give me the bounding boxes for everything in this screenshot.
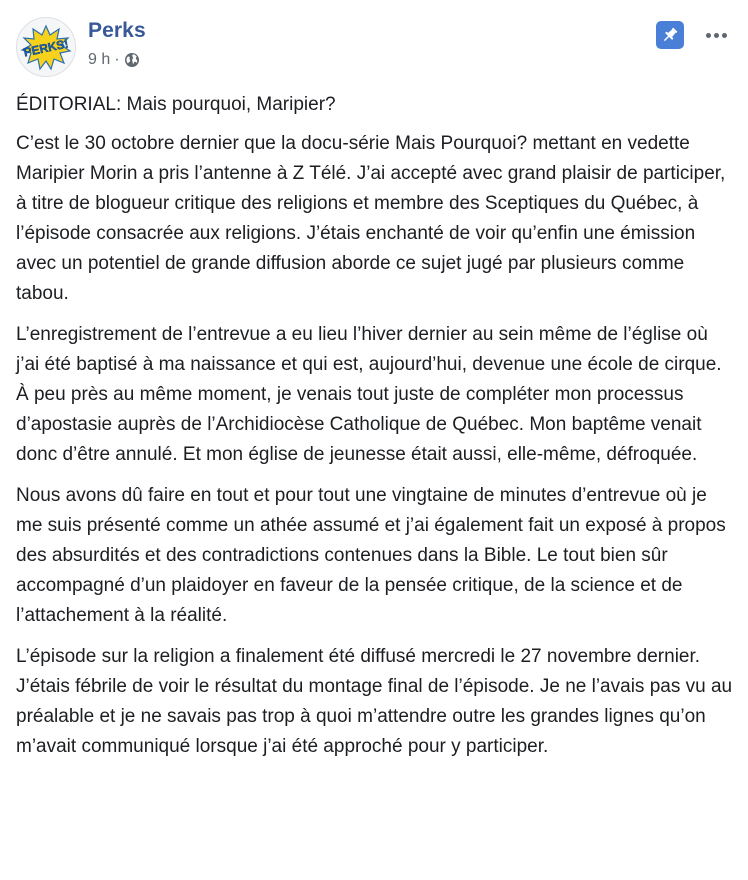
- post-body: [16, 90, 736, 773]
- post-paragraph: L’épisode sur la religion a finalement été diffusé mercredi le 27 novembre dernier. J’étais fébrile de voir le résultat du montage final de l’épisode. Je ne l’avais pas vu au préalable et je ne savais pas trop à quoi m’attendre outre les grandes lignes qu’on m’avait communiqué lorsque j’ai été approché pour y participer.: [16, 646, 733, 757]
- pin-icon: [660, 25, 680, 45]
- page-name-link[interactable]: Perks: [88, 19, 146, 42]
- avatar-text: PERKS!: [22, 36, 70, 60]
- post-header: [16, 17, 732, 77]
- pin-button[interactable]: [656, 21, 684, 49]
- globe-icon[interactable]: [124, 52, 140, 68]
- more-options-icon[interactable]: [700, 21, 732, 49]
- post-paragraph: C’est le 30 octobre dernier que la docu-série Mais Pourquoi? mettant en vedette Maripier Morin a pris l’antenne à Z Télé. J’ai accepté avec grand plaisir de participer, à titre de blogueur critique des religions et membre des Sceptiques du Québec, à l’épisode consacrée aux religions. J’étais enchanté de voir qu’enfin une émission avec un potentiel de grande diffusion aborde ce sujet jugé par plusieurs comme tabou.: [16, 133, 726, 304]
- post-paragraph: Nous avons dû faire en tout et pour tout une vingtaine de minutes d’entrevue où je me suis présenté comme un athée assumé et j’ai également fait un exposé à propos des absurdités et des contradictions contenues dans la Bible. Le tout bien sûr accompagné d’un plaidoyer en faveur de la pensée critique, de la science et de l’attachement à la réalité.: [16, 485, 726, 626]
- perks-logo: [17, 18, 75, 76]
- post-meta: [88, 51, 140, 69]
- post-paragraph: L’enregistrement de l’entrevue a eu lieu l’hiver dernier au sein même de l’église où j’ai été baptisé à ma naissance et qui est, aujourd’hui, devenue une école de cirque. À peu près au même moment, je venais tout juste de compléter mon processus d’apostasie auprès de l’Archidiocèse Catholique de Québec. Mon baptême venait donc d’être annulé. Et mon église de jeunesse était aussi, elle-même, défroquée.: [16, 324, 722, 465]
- post-timestamp[interactable]: 9 h: [88, 51, 111, 68]
- page-avatar[interactable]: [16, 17, 76, 77]
- meta-separator: ·: [114, 51, 120, 68]
- post-title: ÉDITORIAL: Mais pourquoi, Maripier?: [16, 94, 336, 115]
